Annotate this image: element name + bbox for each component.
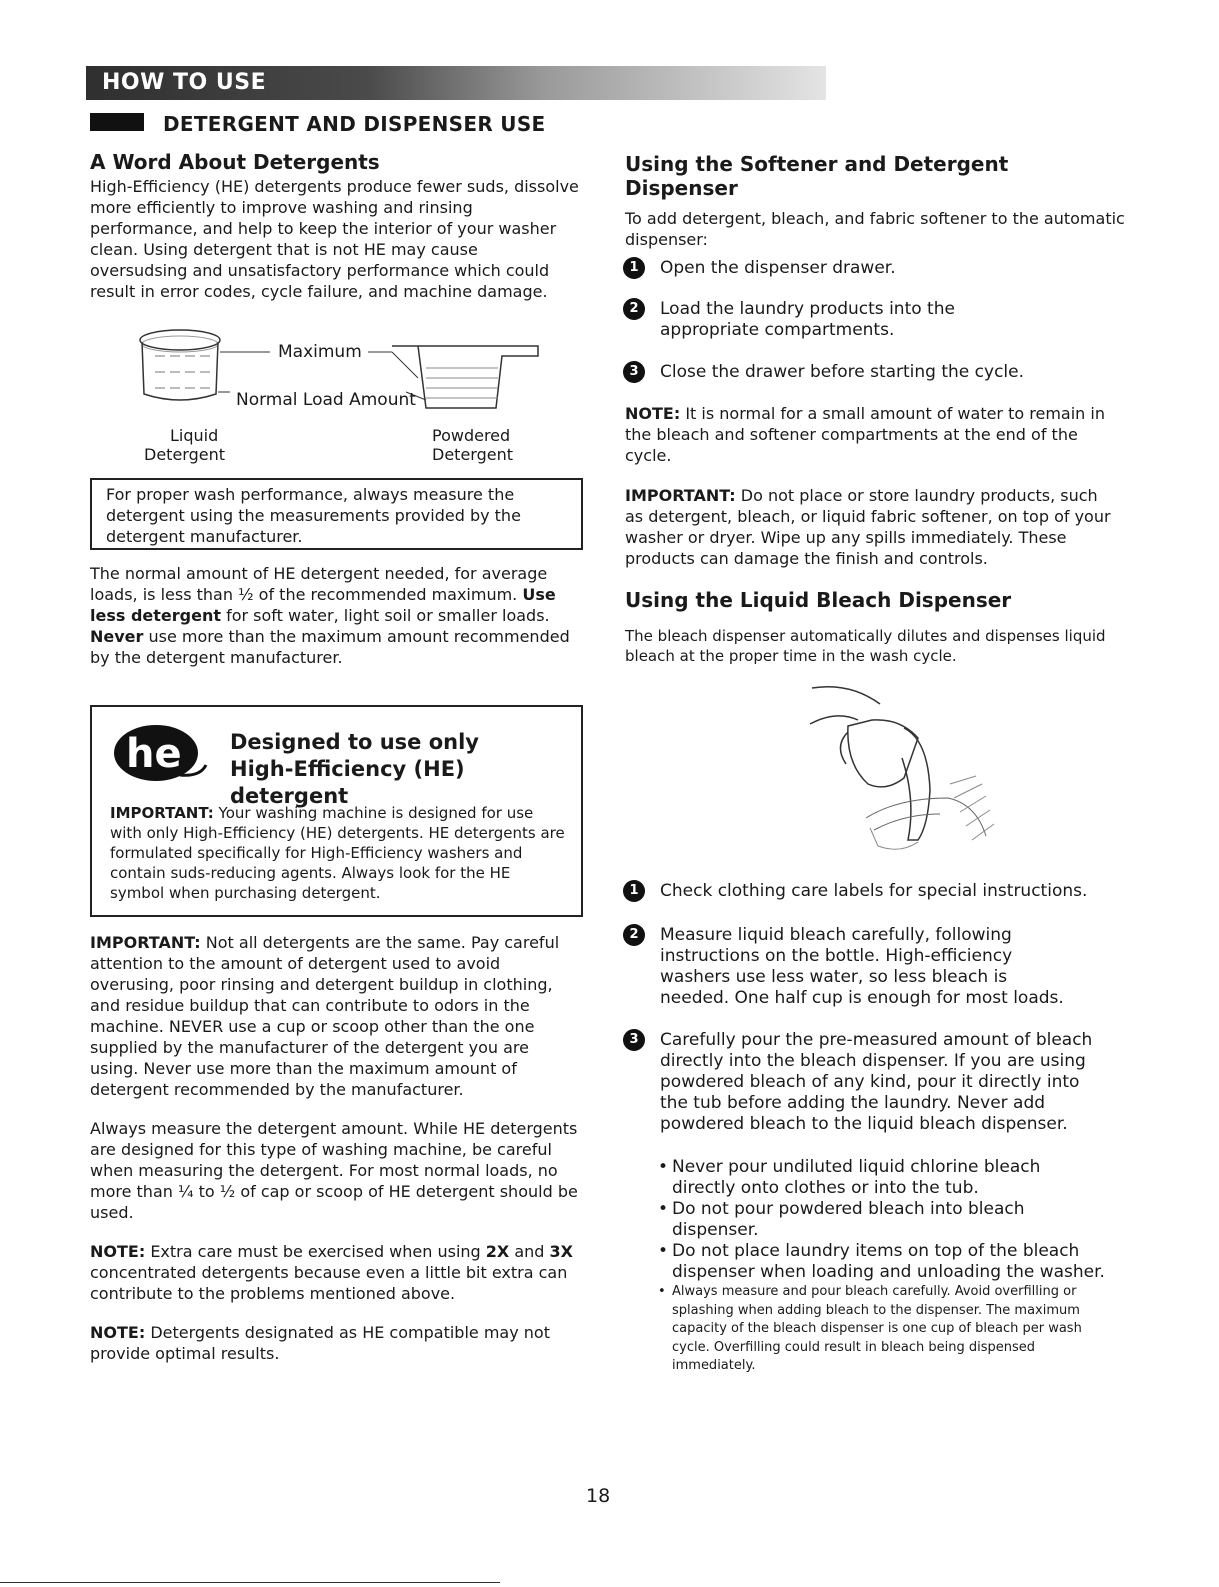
bleach-pour-icon [800,680,1000,860]
bleach-intro: The bleach dispenser automatically dilutes and dispenses liquid bleach at the proper time in the wash cycle. [625,627,1106,665]
footer-rule [0,1582,500,1583]
important-label: IMPORTANT: [90,933,201,952]
section-marker [90,113,144,131]
step-3-badge: 3 [623,361,645,383]
word-text: High-Efficiency (HE) detergents produce fewer suds, dissolve more efficiently to improve washing and rinsing performance, and help to keep the interior of your washer clean. Using detergent that is not HE may cause oversudsing and unsatisfactory performance which could result in error codes, cycle failure, and machine damage. [90,177,579,301]
note1-a: Extra care must be exercised when using [145,1242,486,1261]
bleach-step-2-badge: 2 [623,924,645,946]
note-he-compatible-paragraph [90,1322,580,1364]
banner-text: HOW TO USE [102,70,267,95]
word-title: A Word About Detergents [90,150,380,174]
how-to-use-banner [86,66,826,100]
page-number: 18 [586,1485,611,1507]
measure-note-text: For proper wash performance, always measure the detergent using the measurements provided by the detergent manufacturer. [106,485,521,546]
bleach-title: Using the Liquid Bleach Dispenser [625,588,1012,612]
bleach-small-bullet-list [658,1283,1113,1376]
he-detergent-box [90,705,583,917]
he-logo-text: he [126,731,182,777]
note1-3x: 3X [549,1242,573,1261]
bullet-item: • Do not pour powdered bleach into bleach dispenser. [658,1199,1108,1241]
bleach-section [625,588,1125,666]
detergent-cup-diagram [130,328,550,468]
bleach-pour-illustration [800,680,1000,860]
step-2-badge: 2 [623,298,645,320]
step-2-text: Load the laundry products into the appropriate compartments. [660,299,955,340]
he-logo [110,715,208,785]
important-paragraph [90,932,580,1100]
normal-amount-paragraph [90,563,570,668]
normal-text-1: The normal amount of HE detergent needed, for average loads, is less than ½ of the recommended maximum. [90,564,548,604]
word-about-detergents [90,150,580,302]
softener-important-paragraph [625,485,1115,569]
note1-c: and [509,1242,550,1261]
measure-note-box [90,478,583,550]
bleach-step-1-badge: 1 [623,880,645,902]
softener-notes [625,403,1115,569]
softener-note-text: It is normal for a small amount of water to remain in the bleach and softener compartments at the end of the cycle. [625,404,1105,465]
normal-bold-1: Use less detergent [90,585,556,625]
always-measure-paragraph: Always measure the detergent amount. While HE detergents are designed for this type of washing machine, be careful when measuring the detergent. For most normal loads, no more than ¼ to ½ of cap or scoop of HE detergent should be used. [90,1119,578,1222]
step-1-text: Open the dispenser drawer. [660,258,896,278]
liquid-label: Liquid [170,426,219,445]
note1-d: concentrated detergents because even a little bit extra can contribute to the problems mentioned above. [90,1263,568,1303]
he-important-text: Your washing machine is designed for use with only High-Efficiency (HE) detergents. HE detergents are formulated specifically for High-Efficiency washers and contain suds-reducing agents. Always look for the HE symbol when purchasing detergent. [110,804,565,902]
bleach-step-1-text: Check clothing care labels for special instructions. [660,881,1088,901]
bleach-step-2-text: Measure liquid bleach carefully, following instructions on the bottle. High-efficiency washers use less water, so less bleach is needed. One half cup is enough for most loads. [660,925,1064,1008]
powdered-label-2: Detergent [432,445,513,464]
softener-important-label: IMPORTANT: [625,486,736,505]
he-title-2: High-Efficiency (HE) detergent [230,757,465,808]
normal-text-3: use more than the maximum amount recommended by the detergent manufacturer. [90,627,570,667]
note-label-1: NOTE: [90,1242,146,1261]
step-1-badge: 1 [623,257,645,279]
note1-2x: 2X [485,1242,510,1261]
normal-load-label: Normal Load Amount [236,390,416,410]
maximum-label: Maximum [278,342,362,362]
he-logo-icon [110,715,208,785]
section-title: DETERGENT AND DISPENSER USE [163,112,546,136]
note-label-2: NOTE: [90,1323,146,1342]
normal-bold-2: Never [90,627,144,646]
softener-important-text: Do not place or store laundry products, such as detergent, bleach, or liquid fabric softener, on top of your washer or dryer. Wipe up any spills immediately. These products can damage the finish and controls. [625,486,1111,568]
softener-intro: To add detergent, bleach, and fabric softener to the automatic dispenser: [625,209,1125,249]
softener-note-paragraph [625,403,1115,466]
note2-text: Detergents designated as HE compatible may not provide optimal results. [90,1323,550,1363]
bleach-step-3-badge: 3 [623,1029,645,1051]
softener-section [625,152,1125,250]
he-important-label: IMPORTANT: [110,804,214,822]
step-3-text: Close the drawer before starting the cycle. [660,362,1025,382]
softener-note-label: NOTE: [625,404,681,423]
important-text: Not all detergents are the same. Pay careful attention to the amount of detergent used to avoid overusing, poor rinsing and detergent buildup in clothing, and residue buildup that can contribute to odors in the machine. NEVER use a cup or scoop other than the one supplied by the manufacturer of the detergent you are using. Never use more than the maximum amount of detergent recommended by the manufacturer. [90,933,560,1099]
bleach-step-3-text: Carefully pour the pre-measured amount of bleach directly into the bleach dispenser. If you are using powdered bleach of any kind, pour it directly into the tub before adding the laundry. Never add powdered bleach to the liquid bleach dispenser. [660,1030,1093,1134]
he-important-paragraph [110,803,565,903]
note-2x-paragraph [90,1241,580,1304]
softener-title: Using the Softener and Detergent Dispenser [625,152,1009,200]
bleach-bullet-list [658,1157,1108,1283]
small-bullet-item: • Always measure and pour bleach carefully. Avoid overfilling or splashing when adding bleach to the dispenser. The maximum capacity of the bleach dispenser is one cup of bleach per wash cycle. Overfilling could result in bleach being dispensed immediately. [658,1283,1113,1376]
he-title-1: Designed to use only [230,730,479,754]
normal-text-2: for soft water, light soil or smaller loads. [221,606,550,625]
bullet-item: • Do not place laundry items on top of the bleach dispenser when loading and unloading the washer. [658,1241,1108,1283]
he-heading [230,729,581,810]
bullet-item: • Never pour undiluted liquid chlorine bleach directly onto clothes or into the tub. [658,1157,1108,1199]
liquid-label-2: Detergent [144,445,225,464]
powdered-label: Powdered [432,426,511,445]
left-body-text [90,932,580,1364]
